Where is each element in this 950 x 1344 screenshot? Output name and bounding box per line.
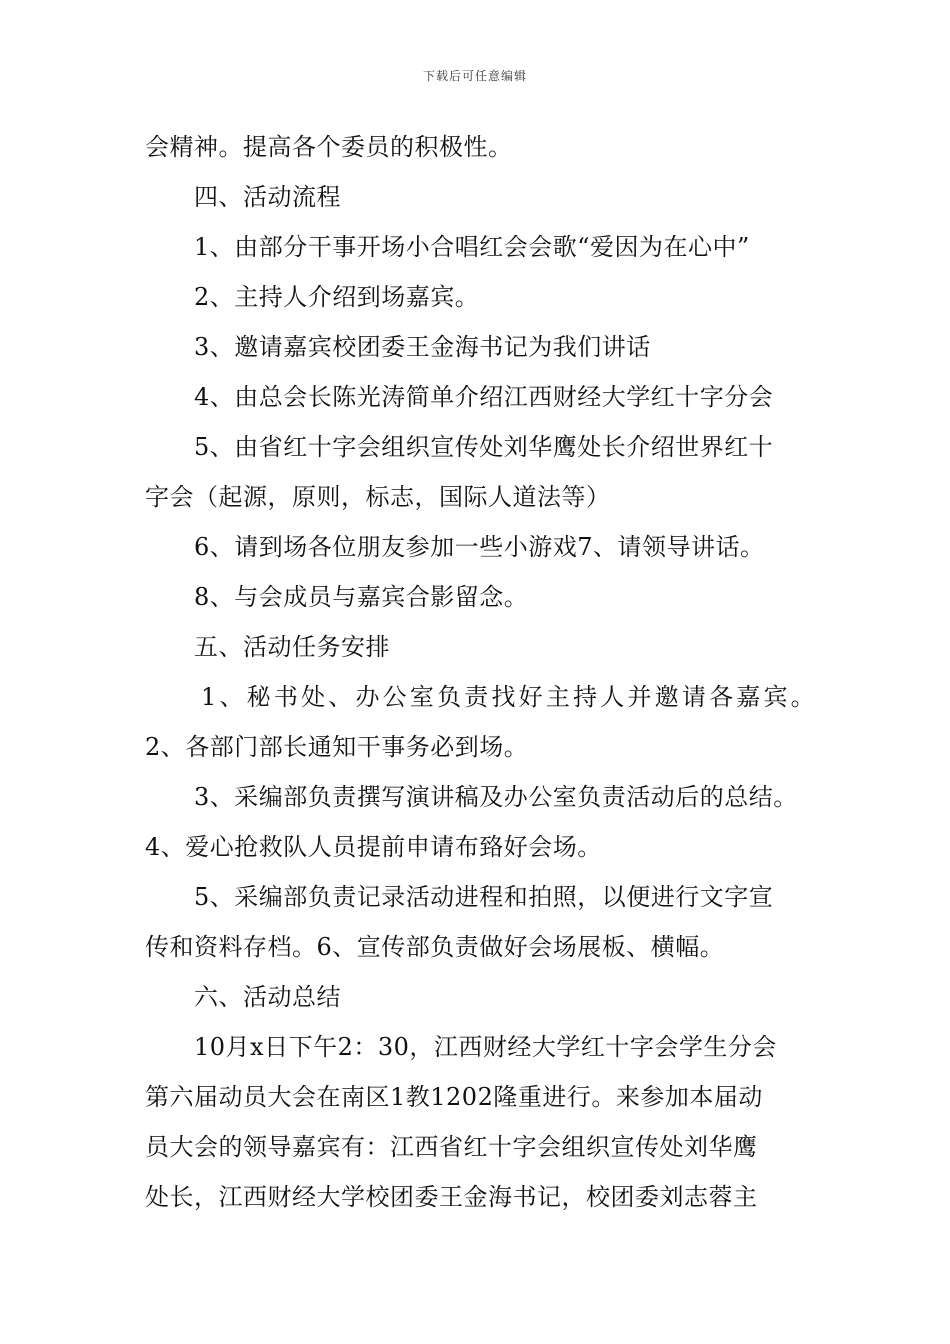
paragraph-line: 10月x日下午2：30，江西财经大学红十字会学生分会	[194, 1033, 777, 1061]
list-item: 4、由总会长陈光涛简单介绍江西财经大学红十字分会	[194, 383, 774, 411]
text-line: 传和资料存档。6、宣传部负责做好会场展板、横幅。	[145, 933, 725, 961]
list-item: 2、主持人介绍到场嘉宾。	[194, 283, 480, 311]
list-item: 8、与会成员与嘉宾合影留念。	[194, 583, 529, 611]
list-item: 1、秘书处、办公室负责找好主持人并邀请各嘉宾。	[201, 683, 818, 711]
list-item: 4、爱心抢救队人员提前申请布臵好会场。	[145, 833, 602, 861]
page-header-note: 下载后可任意编辑	[422, 69, 527, 83]
paragraph-line: 第六届动员大会在南区1教1202隆重进行。来参加本届动	[145, 1083, 763, 1111]
text-line: 会精神。提高各个委员的积极性。	[145, 133, 513, 161]
list-item: 3、邀请嘉宾校团委王金海书记为我们讲话	[194, 333, 651, 361]
section-heading: 四、活动流程	[194, 183, 341, 211]
section-heading: 五、活动任务安排	[194, 633, 390, 661]
section-heading: 六、活动总结	[194, 983, 341, 1011]
list-item: 5、由省红十字会组织宣传处刘华鹰处长介绍世界红十	[194, 433, 774, 461]
list-item: 5、采编部负责记录活动进程和拍照，以便进行文字宣	[194, 883, 774, 911]
list-item: 1、由部分干事开场小合唱红会会歌“爱因为在心中”	[194, 233, 750, 261]
paragraph-line: 处长，江西财经大学校团委王金海书记，校团委刘志蓉主	[145, 1183, 758, 1211]
list-item: 6、请到场各位朋友参加一些小游戏7、请领导讲话。	[194, 533, 765, 561]
text-line: 字会（起源，原则，标志，国际人道法等）	[145, 483, 611, 511]
list-item: 3、采编部负责撰写演讲稿及办公室负责活动后的总结。	[194, 783, 798, 811]
document-body	[145, 122, 818, 1222]
list-item: 2、各部门部长通知干事务必到场。	[145, 733, 529, 761]
paragraph-line: 员大会的领导嘉宾有：江西省红十字会组织宣传处刘华鹰	[145, 1133, 758, 1161]
